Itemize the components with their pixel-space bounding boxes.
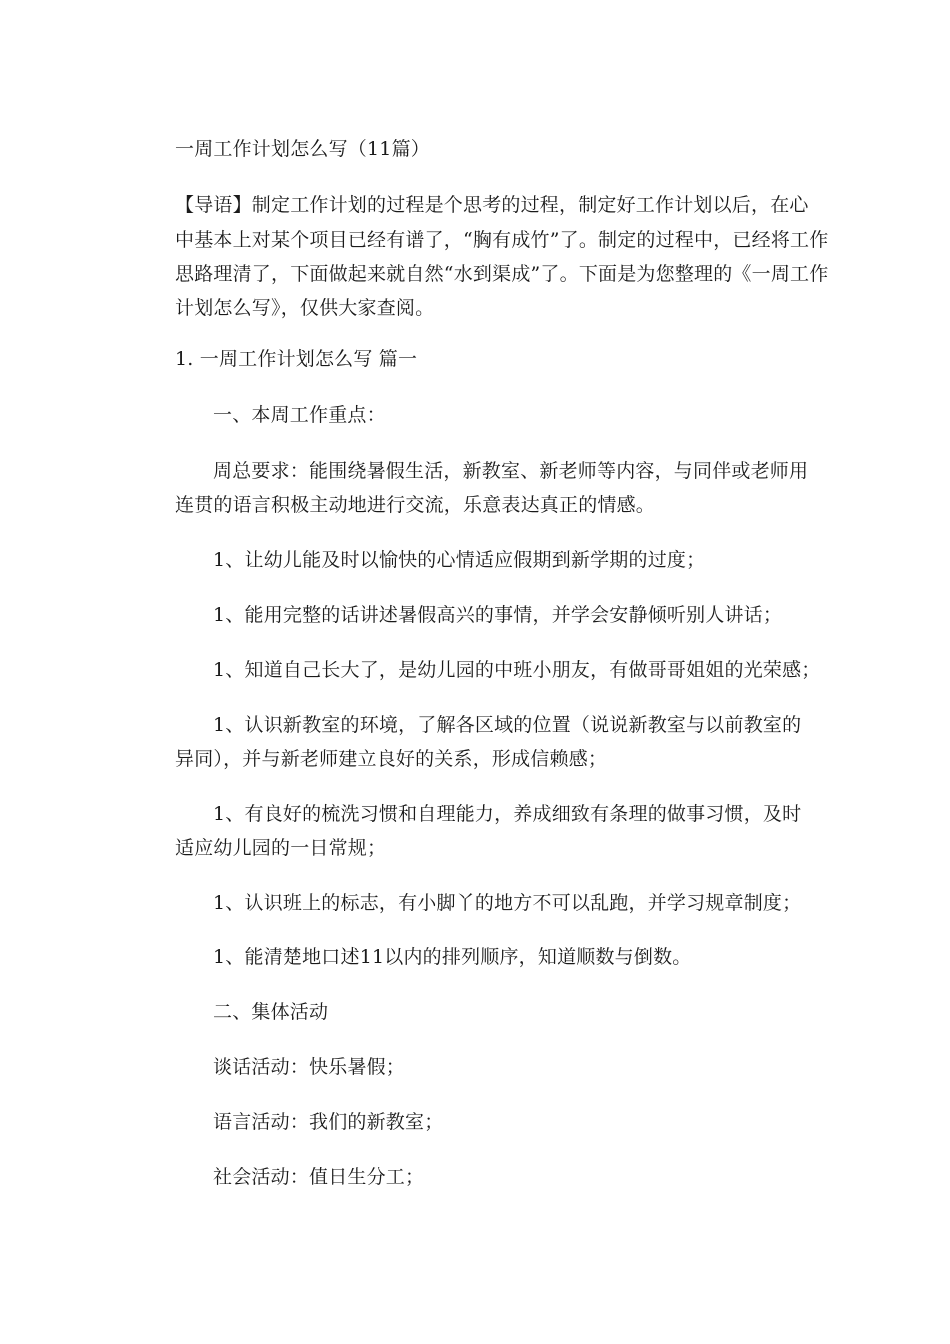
goal-item-continuation: 异同），并与新老师建立良好的关系，形成信赖感； — [175, 748, 608, 770]
weekly-requirement-line: 周总要求：能围绕暑假生活，新教室、新老师等内容，与同伴或老师用 — [213, 460, 809, 482]
section-heading: 1. 一周工作计划怎么写 篇一 — [175, 348, 418, 370]
goal-item: 1、让幼儿能及时以愉快的心情适应假期到新学期的过度； — [213, 549, 706, 571]
activity-item: 社会活动：值日生分工； — [213, 1166, 425, 1188]
goal-item: 1、认识新教室的环境，了解各区域的位置（说说新教室与以前教室的 — [213, 714, 802, 736]
goal-item: 1、认识班上的标志，有小脚丫的地方不可以乱跑，并学习规章制度； — [213, 892, 802, 914]
goal-item: 1、能清楚地口述11以内的排列顺序，知道顺数与倒数。 — [213, 946, 692, 968]
intro-line: 【导语】制定工作计划的过程是个思考的过程，制定好工作计划以后，在心 — [175, 194, 809, 216]
document-title: 一周工作计划怎么写（11篇） — [175, 138, 430, 160]
intro-line: 计划怎么写》，仅供大家查阅。 — [175, 297, 435, 319]
goal-item-continuation: 适应幼儿园的一日常规； — [175, 837, 387, 859]
intro-line: 思路理清了，下面做起来就自然“水到渠成”了。下面是为您整理的《一周工作 — [175, 263, 829, 285]
part-heading: 二、集体活动 — [213, 1001, 329, 1023]
goal-item: 1、知道自己长大了，是幼儿园的中班小朋友，有做哥哥姐姐的光荣感； — [213, 659, 821, 681]
activity-item: 语言活动：我们的新教室； — [213, 1111, 444, 1133]
goal-item: 1、有良好的梳洗习惯和自理能力，养成细致有条理的做事习惯，及时 — [213, 803, 802, 825]
part-heading: 一、本周工作重点： — [213, 404, 386, 426]
activity-item: 谈话活动：快乐暑假； — [213, 1056, 406, 1078]
intro-line: 中基本上对某个项目已经有谱了，“胸有成竹”了。制定的过程中，已经将工作 — [175, 229, 829, 251]
weekly-requirement-line: 连贯的语言积极主动地进行交流，乐意表达真正的情感。 — [175, 494, 656, 516]
goal-item: 1、能用完整的话讲述暑假高兴的事情，并学会安静倾听别人讲话； — [213, 604, 783, 626]
